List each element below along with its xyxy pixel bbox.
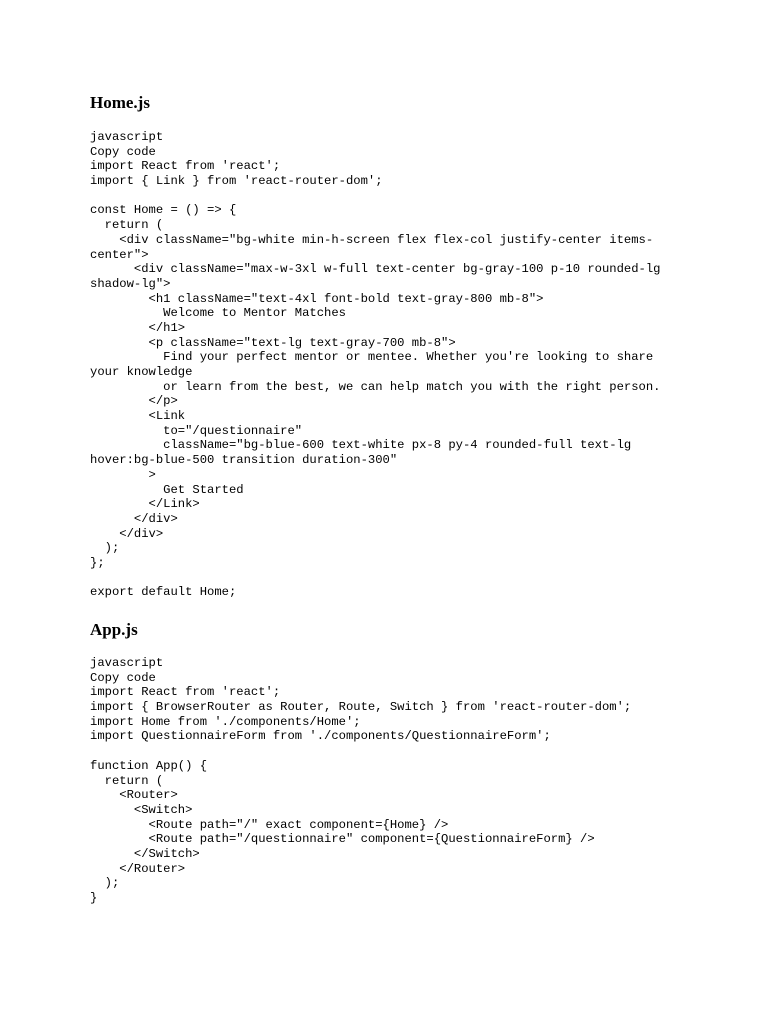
code-line: Welcome to Mentor Matches — [90, 306, 346, 321]
code-line: <div className="max-w-3xl w-full text-center bg-gray-100 p-10 rounded-lg — [90, 262, 661, 277]
code-line: to="/questionnaire" — [90, 423, 303, 438]
code-line: function App() { — [90, 758, 208, 773]
code-line: Find your perfect mentor or mentee. Whether you're looking to share — [90, 350, 654, 365]
code-line: const Home = () => { — [90, 203, 237, 218]
code-line: }; — [90, 555, 105, 570]
code-line: <Switch> — [90, 802, 193, 817]
code-line: <p className="text-lg text-gray-700 mb-8"> — [90, 335, 456, 350]
code-line: > — [90, 467, 156, 482]
code-line: import QuestionnaireForm from './components/QuestionnaireForm'; — [90, 729, 551, 744]
code-line: return ( — [90, 218, 164, 233]
code-line: </Switch> — [90, 846, 200, 861]
code-line: Get Started — [90, 482, 244, 497]
code-line: Copy code — [90, 670, 156, 685]
code-line: hover:bg-blue-500 transition duration-300" — [90, 453, 398, 468]
code-line: <Link — [90, 409, 186, 424]
code-line: </div> — [90, 526, 164, 541]
code-line: </h1> — [90, 320, 186, 335]
code-block-app-js — [90, 656, 690, 906]
code-line: center"> — [90, 247, 149, 262]
code-line — [90, 744, 690, 759]
code-line: import React from 'react'; — [90, 159, 281, 174]
code-line: your knowledge — [90, 365, 193, 379]
code-line: <Route path="/" exact component={Home} /> — [90, 817, 449, 832]
code-line: ); — [90, 876, 120, 891]
code-line: export default Home; — [90, 585, 237, 600]
code-line — [90, 571, 690, 586]
code-line: </p> — [90, 394, 178, 409]
code-line: } — [90, 891, 98, 905]
code-line: <Route path="/questionnaire" component={QuestionnaireForm} /> — [90, 832, 595, 847]
code-line: shadow-lg"> — [90, 276, 171, 291]
code-line: javascript — [90, 130, 164, 144]
code-line — [90, 189, 690, 204]
code-line: or learn from the best, we can help match you with the right person. — [90, 379, 661, 394]
code-line: </Router> — [90, 861, 186, 876]
section-title-app-js: App.js — [90, 620, 138, 639]
code-line: javascript — [90, 656, 164, 670]
code-line: ); — [90, 541, 120, 556]
code-line: import Home from './components/Home'; — [90, 714, 361, 729]
code-line: <div className="bg-white min-h-screen flex flex-col justify-center items- — [90, 232, 654, 247]
code-line: </Link> — [90, 497, 200, 512]
code-line: className="bg-blue-600 text-white px-8 py-4 rounded-full text-lg — [90, 438, 632, 453]
code-line: import React from 'react'; — [90, 685, 281, 700]
code-line: <Router> — [90, 788, 178, 803]
code-line: return ( — [90, 773, 164, 788]
code-line: Copy code — [90, 144, 156, 159]
code-line: <h1 className="text-4xl font-bold text-gray-800 mb-8"> — [90, 291, 544, 306]
code-line: import { Link } from 'react-router-dom'; — [90, 174, 383, 189]
code-block-home-js — [90, 130, 690, 600]
section-title-home-js: Home.js — [90, 93, 150, 112]
code-line: </div> — [90, 511, 178, 526]
code-line: import { BrowserRouter as Router, Route, Switch } from 'react-router-dom'; — [90, 700, 632, 715]
